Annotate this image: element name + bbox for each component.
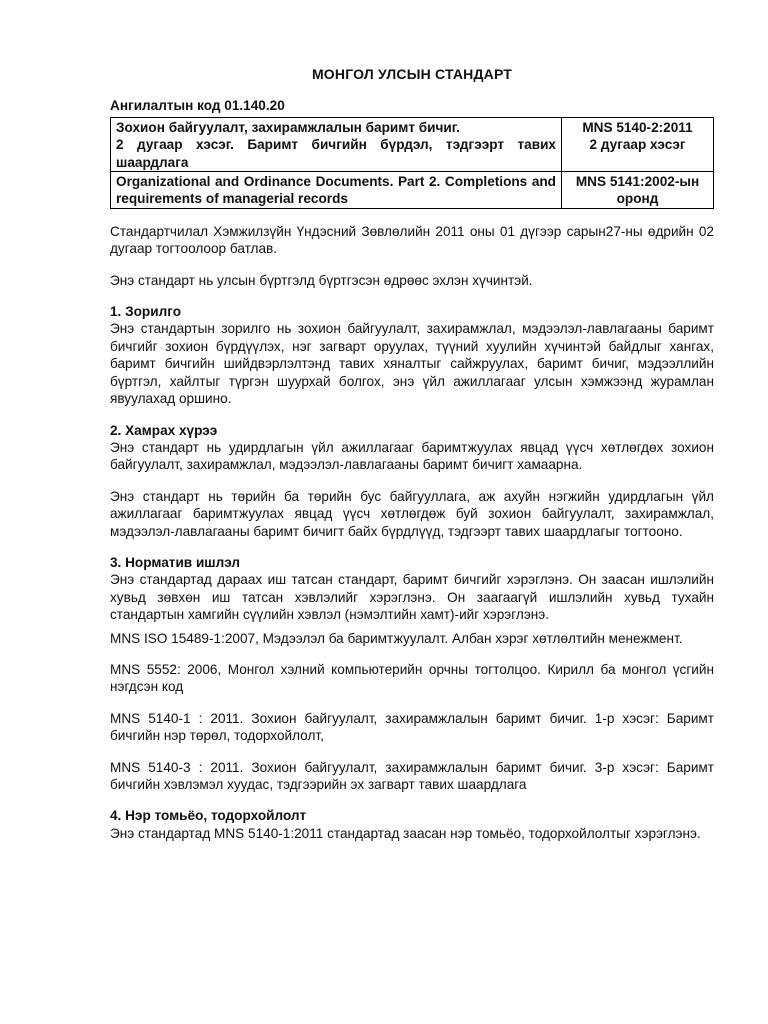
section-paragraph: Энэ стандартын зорилго нь зохион байгуулалт, захирамжлал, мэдээлэл-лавлагааны баримт бичгийг зохион бүрдүүлэх, нэг загварт оруулах, түүний хуулийн хүчинтэй байдлыг хангах, баримт бичгийн шийдвэрлэлтэнд тавих хяналтыг сайжруулах, баримт бичиг, мэдээллийн бүртгэл, хайлтыг түргэн шуурхай болгох, энэ үйл ажиллагааг улсын хэмжээнд журамлан явуулахад оршино. [110,321,714,407]
section-heading: 3. Норматив ишлэл [110,554,241,570]
replaced-standard-line: MNS 5141:2002-ын оронд [575,174,700,207]
section-terms-definitions [110,807,714,842]
section-normative-references [110,554,714,793]
table-row [111,117,714,171]
standard-title-mn-line: Зохион байгуулалт, захирамжлалын баримт бичиг. [116,119,460,135]
standard-title-en [111,172,562,209]
approval-paragraph: Стандартчилал Хэмжилзүйн Үндэсний Зөвлөлийн 2011 оны 01 дүгээр сарын27-ны өдрийн 02 дугаар тогтоолоор батлав. [110,223,714,257]
replaced-standard [562,172,714,209]
standard-number [562,117,714,171]
document-page [110,66,714,856]
standard-part-mn-line: 2 дугаар хэсэг. Баримт бичгийн бүрдэл, тэдгээрт тавих шаардлага [116,137,556,170]
section-heading: 2. Хамрах хүрээ [110,422,218,438]
standard-number-line: MNS 5140-2:2011 [582,119,693,135]
standard-info-table [110,117,714,209]
reference-item: MNS 5552: 2006, Монгол хэлний компьютерийн орчны тогтолцоо. Кирилл ба монгол үсгийн нэгдсэн код [110,661,714,695]
section-paragraph: Энэ стандарт нь төрийн ба төрийн бус байгууллага, аж ахуйн нэгжийн удирдлагын үйл ажиллагааг баримтжуулах явцад үүсч хөтлөгдөж буй зохион байгуулалт, захирамжлал, мэдээлэл-лавлагааны баримт бичигт байх бүрдлүүд, тэдгээрт тавих шаардлагыг тогтооно. [110,488,714,539]
reference-item: MNS ISO 15489-1:2007, Мэдээлэл ба баримтжуулалт. Албан хэрэг хөтлөлтийн менежмент. [110,630,683,646]
standard-title-en-line: Organizational and Ordinance Documents. Part 2. Completions and requirements of managerial records [116,174,556,207]
section-heading: 1. Зорилго [110,304,182,320]
document-title: МОНГОЛ УЛСЫН СТАНДАРТ [311,66,513,82]
section-paragraph: Энэ стандартад дараах иш татсан стандарт, баримт бичгийг хэрэглэнэ. Он заасан ишлэлийн хувьд зөвхөн иш татсан хэвлэлийг хэрэглэнэ. Он заагаагүй ишлэлийн хувьд тухайн стандартын хамгийн сүүлийн хэвлэл (нэмэлтийн хамт)-ийг хэрэглэнэ. [110,572,714,623]
reference-item: MNS 5140-1 : 2011. Зохион байгуулалт, захирамжлалын баримт бичиг. 1-р хэсэг: Баримт бичгийн нэр төрөл, тодорхойлолт, [110,710,714,744]
standard-part-line: 2 дугаар хэсэг [589,137,686,153]
section-heading: 4. Нэр томьёо, тодорхойлолт [110,808,307,824]
standard-title-mn [111,117,562,171]
section-scope [110,422,714,540]
validity-paragraph: Энэ стандарт нь улсын бүртгэлд бүртгэсэн өдрөөс эхлэн хүчинтэй. [110,272,533,288]
classification-code: Ангилалтын код 01.140.20 [110,98,285,114]
table-row [111,172,714,209]
reference-item: MNS 5140-3 : 2011. Зохион байгуулалт, захирамжлалын баримт бичиг. 3-р хэсэг: Баримт бичгийн хэвлэмэл хуудас, тэдгээрийн эх загварт тавих шаардлага [110,759,714,792]
section-paragraph: Энэ стандарт нь удирдлагын үйл ажиллагааг баримтжуулах явцад үүсч хөтлөгдөх зохион байгуулалт, захирамжлал, мэдээлэл-лавлагааны баримт бичигт хамаарна. [110,439,714,473]
section-purpose [110,303,714,407]
section-paragraph: Энэ стандартад MNS 5140-1:2011 стандартад заасан нэр томьёо, тодорхойлолтыг хэрэглэнэ. [110,825,701,841]
